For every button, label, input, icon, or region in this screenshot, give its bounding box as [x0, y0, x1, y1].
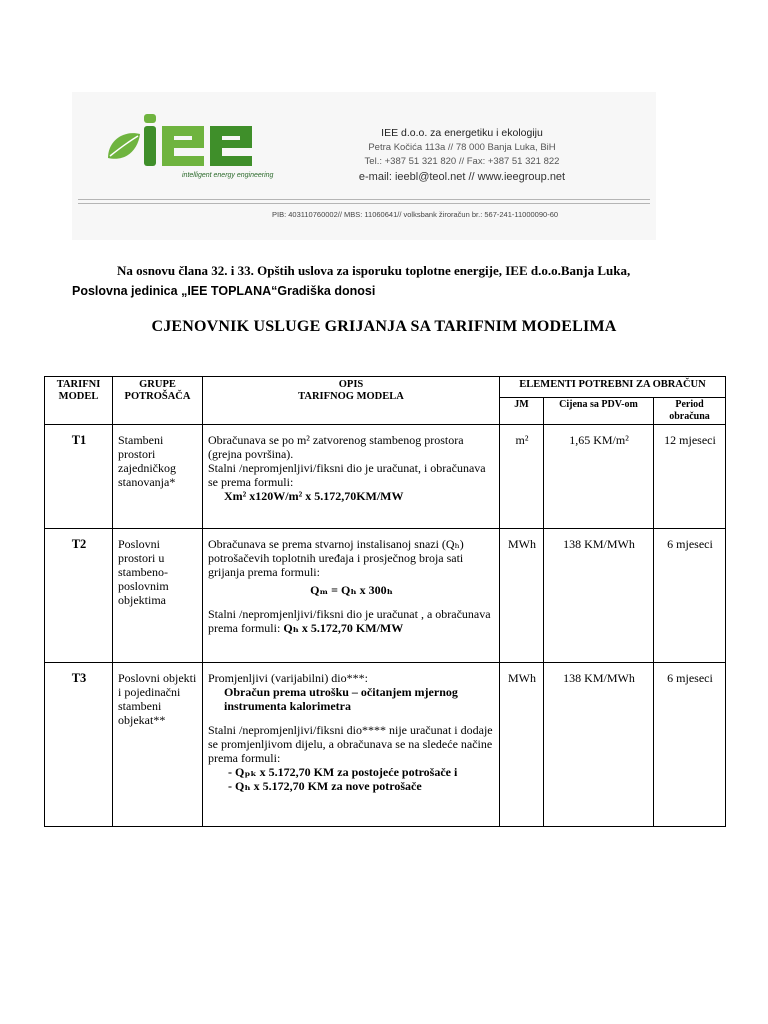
description-text [208, 607, 495, 635]
description-formula: Xm² x120W/m² x 5.172,70KM/MW [224, 489, 404, 503]
row-group: Poslovni prostori u stambeno-poslovnim objektima [113, 529, 203, 663]
row-period: 6 mjeseci [654, 663, 726, 827]
description-text: Stalni /nepromjenljivi/fiksni dio**** nije uračunat i dodaje se promjenljivom dijelu, a obračunava se na sledeće načine prema formuli: [208, 723, 493, 765]
header-unit: JM [500, 398, 544, 425]
table-row [45, 529, 726, 663]
header-description-line-1: OPIS [338, 379, 364, 390]
document-title: CJENOVNIK USLUGE GRIJANJA SA TARIFNIM MODELIMA [151, 318, 617, 335]
row-description [203, 425, 500, 529]
intro-line-2: Poslovna jedinica „IEE TOPLANA“Gradiška donosi [72, 284, 376, 298]
description-bold-text: Obračun prema utrošku – očitanjem mjernog instrumenta kalorimetra [224, 685, 458, 713]
row-model: T3 [45, 663, 113, 827]
header-model: TARIFNI MODEL [45, 377, 113, 425]
row-price: 1,65 KM/m² [544, 425, 654, 529]
table-header-row [45, 377, 726, 398]
row-unit: MWh [500, 663, 544, 827]
logo-tagline: intelligent energy engineering [182, 172, 274, 179]
description-text: Obračunava se po m² zatvorenog stambenog prostora (grejna površina). [208, 433, 464, 461]
description-formula: - Qₕ x 5.172,70 KM za nove potrošače [228, 779, 422, 793]
row-period: 12 mjeseci [654, 425, 726, 529]
intro-paragraph [72, 260, 712, 302]
header-elements: ELEMENTI POTREBNI ZA OBRAČUN [500, 377, 726, 398]
row-group: Poslovni objekti i pojedinačni stambeni objekat** [113, 663, 203, 827]
description-formula: Qₕ x 5.172,70 KM/MW [283, 621, 404, 635]
description-text-plain: Stalni /nepromjenljivi/fiksni dio je uračunat , a obračunava prema formuli: [208, 607, 491, 635]
row-model: T1 [45, 425, 113, 529]
row-description [203, 529, 500, 663]
row-description [203, 663, 500, 827]
tariff-table [44, 376, 726, 827]
company-email: e-mail: ieebl@teol.net // www.ieegroup.net [358, 171, 566, 183]
intro-line-1: Na osnovu člana 32. i 33. Opštih uslova za isporuku toplotne energije, IEE d.o.o.Banja Luka, [117, 263, 631, 278]
row-period: 6 mjeseci [654, 529, 726, 663]
header-group: GRUPE POTROŠAČA [113, 377, 203, 425]
letterhead-divider [78, 199, 650, 200]
row-unit: MWh [500, 529, 544, 663]
letterhead [72, 92, 656, 240]
header-price: Cijena sa PDV-om [544, 398, 654, 425]
header-description [203, 377, 500, 425]
description-formula: Qₘ = Qₕ x 300ₕ [310, 583, 393, 597]
table-row [45, 663, 726, 827]
company-registry: PIB: 403110760002// MBS: 11060641// volksbank žiroračun br.: 567-241-11000090-60 [272, 210, 559, 219]
header-description-line-2: TARIFNOG MODELA [298, 391, 404, 402]
header-period: Period obračuna [654, 398, 726, 425]
row-price: 138 KM/MWh [544, 529, 654, 663]
description-text: Obračunava se prema stvarnoj instalisanoj snazi (Qₕ) potrošačevih toplotnih uređaja i prosječnog broja sati grijanja prema formuli: [208, 537, 464, 579]
company-address: Petra Kočića 113a // 78 000 Banja Luka, BiH [368, 142, 556, 153]
row-price: 138 KM/MWh [544, 663, 654, 827]
row-model: T2 [45, 529, 113, 663]
description-text: Stalni /nepromjenljivi/fiksni dio je uračunat, i obračunava se prema formuli: [208, 461, 486, 489]
company-name: IEE d.o.o. za energetiku i ekologiju [381, 127, 543, 139]
letterhead-divider [78, 203, 650, 204]
description-text: Promjenljivi (varijabilni) dio***: [208, 671, 368, 685]
company-info [327, 126, 597, 185]
description-formula: - Qₚₖ x 5.172,70 KM za postojeće potrošače i [228, 765, 458, 779]
row-unit: m² [500, 425, 544, 529]
company-phone: Tel.: +387 51 321 820 // Fax: +387 51 321 822 [364, 156, 560, 167]
table-row [45, 425, 726, 529]
row-group: Stambeni prostori zajedničkog stanovanja* [113, 425, 203, 529]
